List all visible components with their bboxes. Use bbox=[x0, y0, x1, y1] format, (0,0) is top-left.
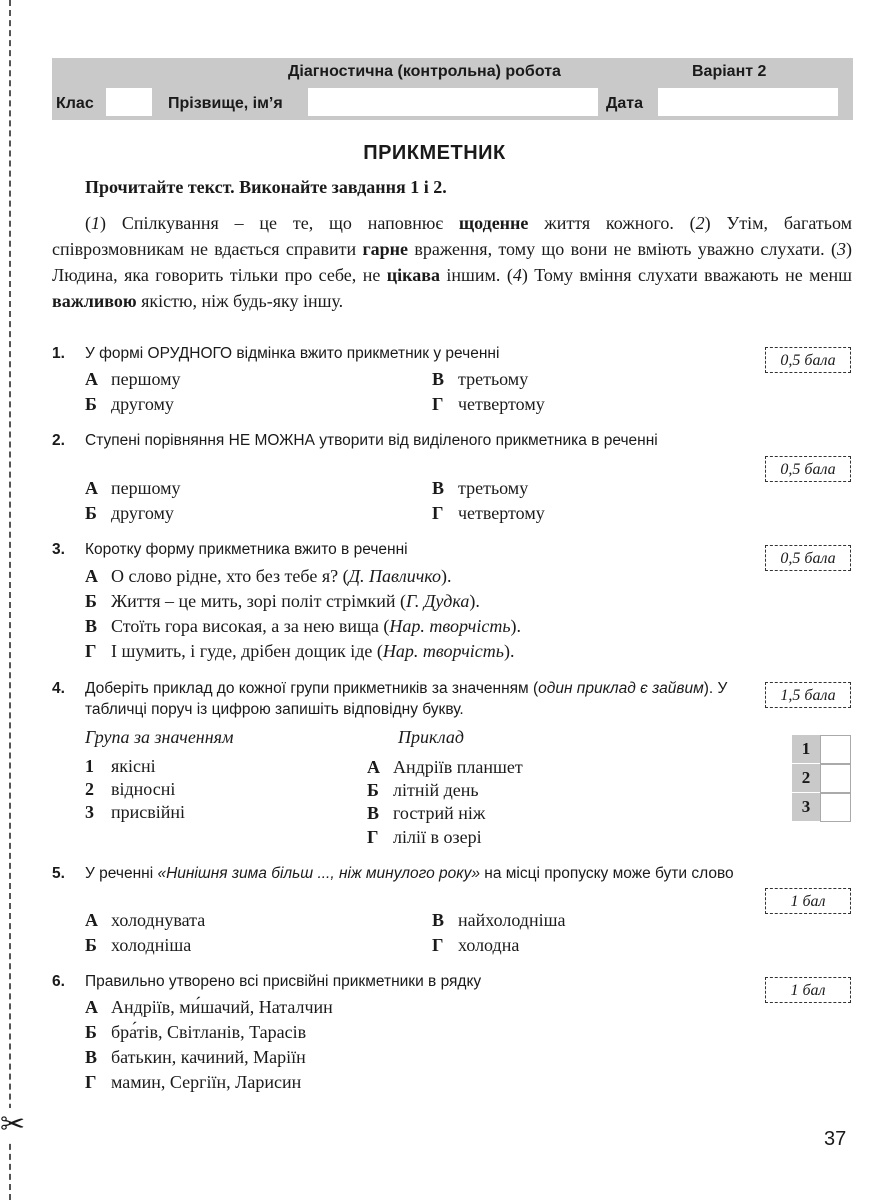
group-number: 3 bbox=[85, 802, 94, 822]
option-text: Андріїв, ми́шачий, Наталчин bbox=[111, 997, 333, 1017]
answer-grid-number: 1 bbox=[792, 735, 820, 763]
option-letter: А bbox=[85, 369, 98, 389]
option-letter: Б bbox=[85, 935, 97, 955]
example-text: Андріїв планшет bbox=[393, 757, 523, 777]
name-label: Прізвище, ім’я bbox=[168, 95, 283, 112]
question-text-italic: «Нинішня зима більш ..., ніж минулого року» bbox=[157, 865, 480, 882]
answer-option[interactable] bbox=[85, 392, 174, 416]
option-text: мамин, Сергіїн, Ларисин bbox=[111, 1072, 302, 1092]
question-number: 4. bbox=[52, 680, 65, 697]
highlighted-adjective: гарне bbox=[362, 239, 409, 259]
option-text: батькин, качиний, Маріїн bbox=[111, 1047, 306, 1067]
passage-text: якістю, ніж будь-яку іншу. bbox=[136, 291, 344, 311]
group-number: 1 bbox=[85, 756, 94, 776]
passage-text: іншим. bbox=[439, 265, 507, 285]
question-number: 3. bbox=[52, 541, 65, 558]
option-letter: В bbox=[432, 478, 445, 498]
question-number: 6. bbox=[52, 973, 65, 990]
option-text: холодніша bbox=[111, 935, 192, 955]
example-letter: А bbox=[367, 757, 380, 777]
option-text: Життя – це мить, зорі політ стрімкий bbox=[111, 591, 396, 611]
group-number: 2 bbox=[85, 779, 94, 799]
scissors-icon: ✂ bbox=[0, 1107, 26, 1142]
passage-text: Спілкування – це те, що наповнює bbox=[106, 213, 459, 233]
sentence-num-2: 2 bbox=[695, 213, 705, 233]
answer-option[interactable] bbox=[85, 908, 205, 932]
variant-label: Варіант 2 bbox=[692, 63, 767, 80]
option-text: четвертому bbox=[458, 394, 545, 414]
group-text: присвійні bbox=[111, 802, 186, 822]
answer-option[interactable] bbox=[432, 501, 545, 525]
group-text: якісні bbox=[111, 756, 156, 776]
answer-option[interactable] bbox=[85, 995, 333, 1019]
answer-option[interactable]: Г І шумить, і гуде, дрібен дощик іде (Нар. творчість). bbox=[85, 641, 515, 661]
class-label: Клас bbox=[56, 95, 94, 112]
passage-text: Тому вміння слухати вважають не менш bbox=[527, 265, 852, 285]
reading-passage: (1) Спілкування – це те, що наповнює щоденне життя кожного. (2) Утім, багатьом співрозмовникам не вдається справити гарне враження, тому що вони не вміють уважно слухати. (3) Людина, яка говорить тільки про себе, не цікава іншим. (4) Тому вміння слухати вважають не менш важливою якістю, ніж будь-яку іншу. bbox=[52, 213, 853, 311]
answer-option[interactable] bbox=[432, 933, 519, 957]
quote-source: Д. Павличко bbox=[348, 566, 442, 586]
option-text: холодна bbox=[458, 935, 520, 955]
question-text bbox=[85, 678, 755, 720]
option-text: третьому bbox=[458, 478, 529, 498]
example-item bbox=[367, 778, 479, 802]
option-letter: В bbox=[432, 910, 445, 930]
name-field[interactable] bbox=[308, 88, 598, 116]
example-letter: В bbox=[367, 803, 380, 823]
answer-option[interactable] bbox=[85, 1070, 301, 1094]
example-text: лілії в озері bbox=[393, 827, 482, 847]
points-badge: 0,5 бала bbox=[765, 347, 851, 373]
instruction: Прочитайте текст. Виконайте завдання 1 і 2. bbox=[85, 177, 447, 197]
option-letter: Г bbox=[85, 641, 97, 661]
option-letter: Б bbox=[85, 394, 97, 414]
date-field[interactable] bbox=[658, 88, 838, 116]
option-letter: В bbox=[85, 616, 98, 636]
answer-option[interactable] bbox=[85, 933, 191, 957]
option-letter: А bbox=[85, 566, 98, 586]
sentence-num-1: 1 bbox=[91, 213, 100, 233]
points-badge: 0,5 бала bbox=[765, 545, 851, 571]
highlighted-adjective: цікава bbox=[386, 265, 440, 285]
answer-grid-cell[interactable] bbox=[820, 793, 851, 822]
section-title: ПРИКМЕТНИК bbox=[363, 142, 506, 164]
answer-option[interactable] bbox=[432, 908, 565, 932]
option-text: першому bbox=[111, 369, 181, 389]
worksheet-header bbox=[52, 58, 853, 120]
option-letter: Г bbox=[432, 394, 444, 414]
question-text-part: Доберіть приклад до кожної групи прикметників за значенням ( bbox=[85, 680, 539, 697]
answer-option[interactable]: В Стоїть гора високая, а за нею вища (Нар. творчість). bbox=[85, 616, 522, 636]
option-letter: Г bbox=[432, 503, 444, 523]
question-number: 1. bbox=[52, 345, 65, 362]
points-badge: 1 бал bbox=[765, 977, 851, 1003]
answer-grid-row bbox=[792, 793, 850, 821]
option-text: О слово рідне, хто без тебе я? bbox=[111, 566, 339, 586]
group-item bbox=[85, 800, 185, 824]
answer-option[interactable]: А О слово рідне, хто без тебе я? (Д. Павличко). bbox=[85, 566, 452, 586]
answer-option[interactable] bbox=[85, 367, 181, 391]
answer-grid-cell[interactable] bbox=[820, 735, 851, 764]
answer-option[interactable] bbox=[85, 1045, 306, 1069]
answer-option[interactable] bbox=[432, 392, 545, 416]
group-item bbox=[85, 754, 156, 778]
example-text: літній день bbox=[393, 780, 479, 800]
passage-text: Людина, яка говорить тільки про себе, не bbox=[52, 265, 387, 285]
column-header-example: Приклад bbox=[398, 727, 464, 747]
answer-option[interactable]: Б Життя – це мить, зорі політ стрімкий (Г. Дудка). bbox=[85, 591, 480, 611]
quote-source: Нар. творчість bbox=[382, 641, 504, 661]
question-text: Коротку форму прикметника вжито в реченні bbox=[85, 541, 408, 558]
answer-grid-number: 2 bbox=[792, 764, 820, 792]
example-letter: Б bbox=[367, 780, 379, 800]
highlighted-adjective: важливою bbox=[52, 291, 137, 311]
option-letter: Б bbox=[85, 1022, 97, 1042]
question-text-part: У реченні bbox=[85, 865, 158, 882]
option-letter: В bbox=[85, 1047, 98, 1067]
option-letter: В bbox=[432, 369, 445, 389]
points-badge: 1 бал bbox=[765, 888, 851, 914]
option-letter: Г bbox=[432, 935, 444, 955]
question-text-italic: один приклад є зайвим bbox=[538, 680, 704, 697]
passage-text: життя кожного. bbox=[528, 213, 690, 233]
example-item bbox=[367, 755, 523, 779]
passage-text: Утім, багатьом співрозмовникам не вдається справити bbox=[52, 213, 852, 259]
question-text: У формі ОРУДНОГО відмінка вжито прикметник у реченні bbox=[85, 345, 500, 362]
option-text: четвертому bbox=[458, 503, 545, 523]
answer-option[interactable] bbox=[85, 1020, 306, 1044]
header-title: Діагностична (контрольна) робота bbox=[288, 63, 561, 80]
option-text: третьому bbox=[458, 369, 529, 389]
question-text-part: на місці пропуску може бути слово bbox=[479, 865, 734, 882]
points-badge: 1,5 бала bbox=[765, 682, 851, 708]
example-letter: Г bbox=[367, 827, 379, 847]
sentence-num-4: 4 bbox=[512, 265, 522, 285]
answer-grid bbox=[792, 735, 850, 821]
answer-option[interactable] bbox=[432, 367, 528, 391]
example-text: гострий ніж bbox=[393, 803, 486, 823]
option-letter: А bbox=[85, 997, 98, 1017]
date-label: Дата bbox=[606, 95, 644, 112]
example-item bbox=[367, 825, 482, 849]
cut-line bbox=[9, 0, 11, 1200]
example-item bbox=[367, 801, 485, 825]
answer-grid-row bbox=[792, 764, 850, 792]
option-letter: Г bbox=[85, 1072, 97, 1092]
points-badge: 0,5 бала bbox=[765, 456, 851, 482]
option-letter: Б bbox=[85, 503, 97, 523]
option-text: холоднувата bbox=[111, 910, 206, 930]
answer-grid-cell[interactable] bbox=[820, 764, 851, 793]
answer-option[interactable] bbox=[432, 476, 528, 500]
option-letter: А bbox=[85, 910, 98, 930]
option-text: другому bbox=[111, 503, 174, 523]
question-text-part: ). У табличці поруч із цифрою запишіть відповідну букву. bbox=[85, 680, 728, 718]
highlighted-adjective: щоденне bbox=[458, 213, 529, 233]
option-text: другому bbox=[111, 394, 174, 414]
option-text: найхолодніша bbox=[458, 910, 566, 930]
question-text bbox=[85, 863, 755, 884]
class-field[interactable] bbox=[106, 88, 152, 116]
passage-text: враження, тому що вони не вміють уважно слухати. bbox=[408, 239, 832, 259]
answer-grid-row bbox=[792, 735, 850, 763]
question-text: Правильно утворено всі присвійні прикметники в рядку bbox=[85, 973, 482, 990]
answer-option[interactable] bbox=[85, 476, 181, 500]
option-text: бра́тів, Світланів, Тарасів bbox=[111, 1022, 307, 1042]
question-number: 5. bbox=[52, 865, 65, 882]
answer-option[interactable] bbox=[85, 501, 174, 525]
option-text: І шумить, і гуде, дрібен дощик іде bbox=[111, 641, 373, 661]
option-letter: Б bbox=[85, 591, 97, 611]
page-number: 37 bbox=[824, 1128, 847, 1150]
answer-grid-number: 3 bbox=[792, 793, 820, 821]
option-text: Стоїть гора високая, а за нею вища bbox=[111, 616, 379, 636]
sentence-num-3: 3 bbox=[837, 239, 847, 259]
option-letter: А bbox=[85, 478, 98, 498]
option-text: першому bbox=[111, 478, 181, 498]
group-text: відносні bbox=[111, 779, 176, 799]
question-number: 2. bbox=[52, 432, 65, 449]
quote-source: Нар. творчість bbox=[389, 616, 511, 636]
quote-source: Г. Дудка bbox=[405, 591, 470, 611]
column-header-group: Група за значенням bbox=[85, 727, 234, 747]
question-text: Ступені порівняння НЕ МОЖНА утворити від виділеного прикметника в реченні bbox=[85, 432, 658, 449]
group-item bbox=[85, 777, 175, 801]
